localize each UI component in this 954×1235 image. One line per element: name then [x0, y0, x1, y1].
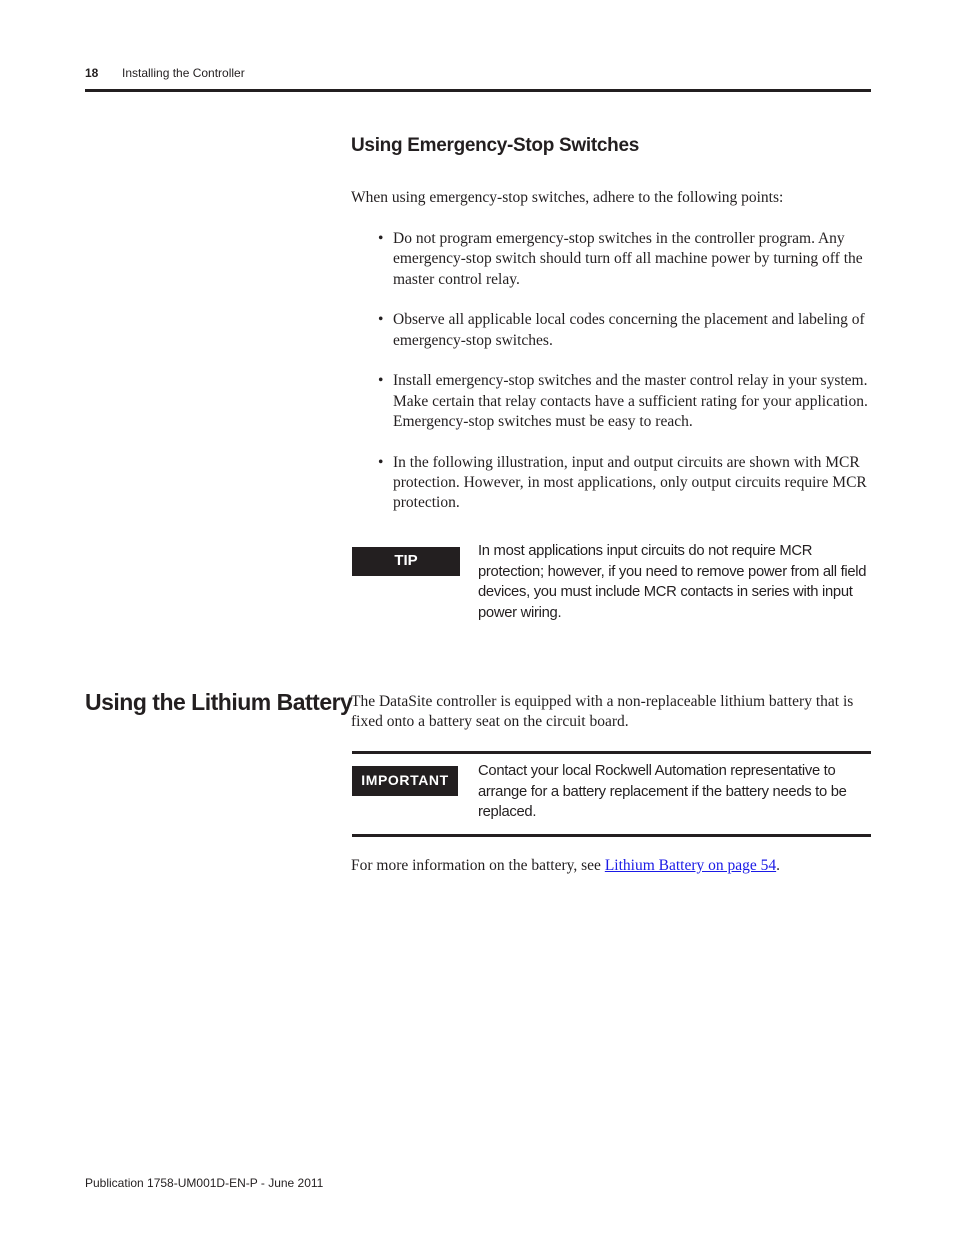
important-top-rule: [352, 751, 871, 754]
tip-badge: TIP: [352, 547, 460, 576]
page-number: 18: [85, 66, 99, 80]
important-text: Contact your local Rockwell Automation representative to arrange for a battery replacement if the battery needs to be replaced.: [478, 763, 847, 821]
list-item: [351, 229, 871, 290]
list-item: [351, 371, 871, 432]
more-info-suffix: .: [776, 857, 781, 874]
bullet-icon: •: [378, 311, 384, 329]
estop-bullet-list: [351, 229, 871, 534]
bullet-text: Do not program emergency-stop switches in the controller program. Any emergency-stop switch should turn off all machine power by turning off the master control relay.: [393, 230, 863, 288]
header-rule: [85, 89, 871, 92]
list-item: [351, 310, 871, 351]
estop-heading: Using Emergency-Stop Switches: [351, 135, 639, 156]
important-badge: IMPORTANT: [352, 766, 458, 796]
battery-heading: Using the Lithium Battery: [85, 689, 353, 715]
tip-text: In most applications input circuits do not require MCR protection; however, if you need to remove power from all field devices, you must include MCR contacts in series with input power wiring.: [478, 543, 867, 621]
footer-publication: Publication 1758-UM001D-EN-P - June 2011: [85, 1176, 324, 1190]
battery-intro: The DataSite controller is equipped with a non-replaceable lithium battery that is fixed onto a battery seat on the circuit board.: [351, 693, 854, 731]
bullet-text: Install emergency-stop switches and the master control relay in your system. Make certain that relay contacts have a sufficient rating for your application. Emergency-stop switches must be easy to reach.: [393, 372, 868, 430]
important-bottom-rule: [352, 834, 871, 837]
list-item: [351, 453, 871, 514]
bullet-text: In the following illustration, input and output circuits are shown with MCR protection. However, in most applications, only output circuits require MCR protection.: [393, 453, 867, 512]
more-info-prefix: For more information on the battery, see: [351, 857, 605, 874]
battery-more-info: [351, 856, 871, 876]
bullet-icon: •: [378, 372, 384, 390]
section-title: Installing the Controller: [122, 66, 245, 80]
bullet-icon: •: [378, 230, 384, 247]
lithium-battery-link[interactable]: Lithium Battery on page 54: [604, 857, 777, 874]
page-header: [85, 66, 245, 80]
bullet-text: Observe all applicable local codes concerning the placement and labeling of emergency-stop switches.: [393, 311, 865, 349]
estop-intro: When using emergency-stop switches, adhere to the following points:: [351, 189, 784, 206]
bullet-icon: •: [378, 453, 384, 471]
